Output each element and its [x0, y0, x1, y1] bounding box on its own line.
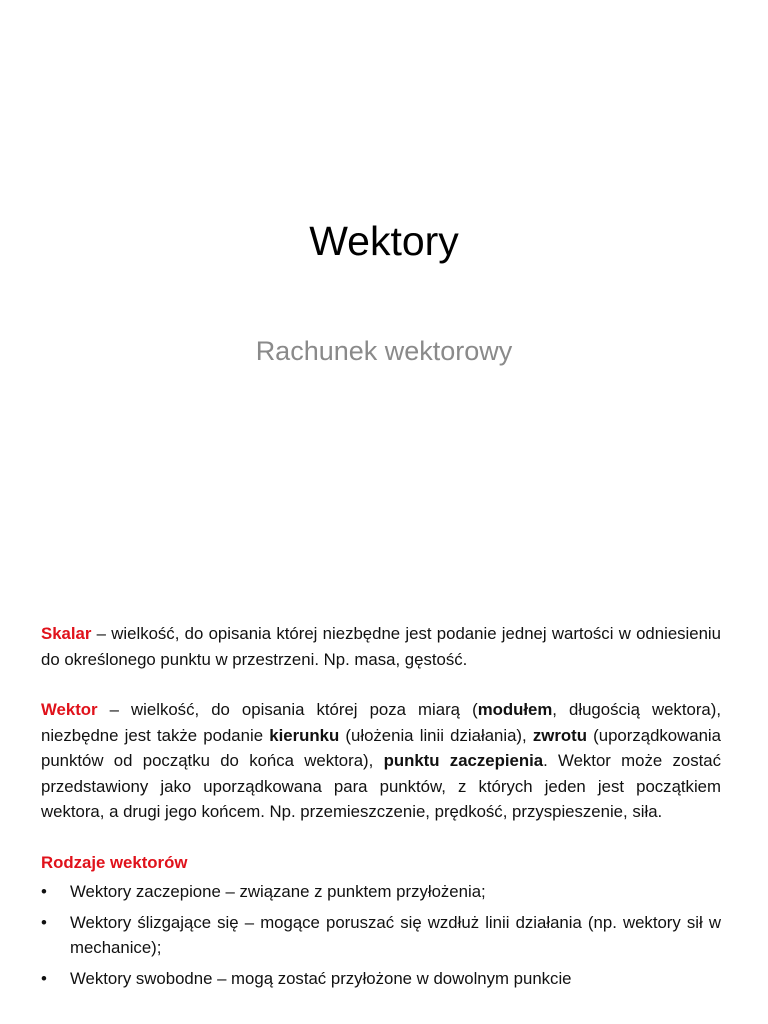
list-item: [41, 879, 721, 905]
rodzaje-heading: Rodzaje wektorów: [41, 852, 188, 872]
list-item: [41, 966, 721, 992]
wektor-text-3: (ułożenia linii działania),: [339, 725, 533, 745]
bullet-icon: •: [41, 912, 47, 932]
wektor-zwrot: zwrotu: [532, 725, 587, 745]
bullet-icon: •: [41, 882, 47, 901]
bullet-icon: •: [41, 968, 47, 988]
list-item-text: Wektory zaczepione – związane z punktem przyłożenia;: [70, 882, 486, 901]
rodzaje-list: [41, 879, 721, 991]
wektor-term: Wektor: [41, 700, 98, 719]
wektor-paragraph: [41, 697, 721, 825]
slide-subtitle: Rachunek wektorowy: [255, 336, 513, 366]
list-item-text: Wektory swobodne – mogą zostać przyłożone w dowolnym punkcie: [70, 968, 572, 988]
list-item: [41, 910, 721, 961]
skalar-term: Skalar: [41, 624, 92, 643]
content-slide: [41, 621, 721, 996]
wektor-kierunek: kierunku: [269, 725, 340, 745]
skalar-definition: – wielkość, do opisania której niezbędne jest podanie jednej wartości w odniesieniu do określonego punktu w przestrzeni. Np. masa, gęstość.: [41, 624, 721, 669]
spacer: [41, 825, 721, 850]
wektor-punkt-zaczepienia: punktu zaczepienia: [383, 751, 544, 770]
wektor-text-4: (uporządkowania punktów od początku do końca wektora),: [41, 725, 721, 770]
wektor-text-1: – wielkość, do opisania której poza miarą (: [97, 700, 478, 719]
list-item-text: Wektory ślizgające się – mogące poruszać się wzdłuż linii działania (np. wektory sił w mechanice);: [70, 912, 721, 957]
skalar-paragraph: [41, 621, 721, 672]
spacer: [41, 672, 721, 697]
wektor-text-2: , długością wektora), niezbędne jest także podanie: [41, 700, 721, 745]
wektor-text-5: . Wektor może zostać przedstawiony jako uporządkowana para punktów, z których jeden jest początkiem wektora, a drugi jego końcem. Np. przemieszczenie, prędkość, przyspieszenie, siła.: [41, 751, 722, 821]
wektor-modul: modułem: [477, 700, 553, 719]
slide-title: Wektory: [309, 218, 459, 264]
